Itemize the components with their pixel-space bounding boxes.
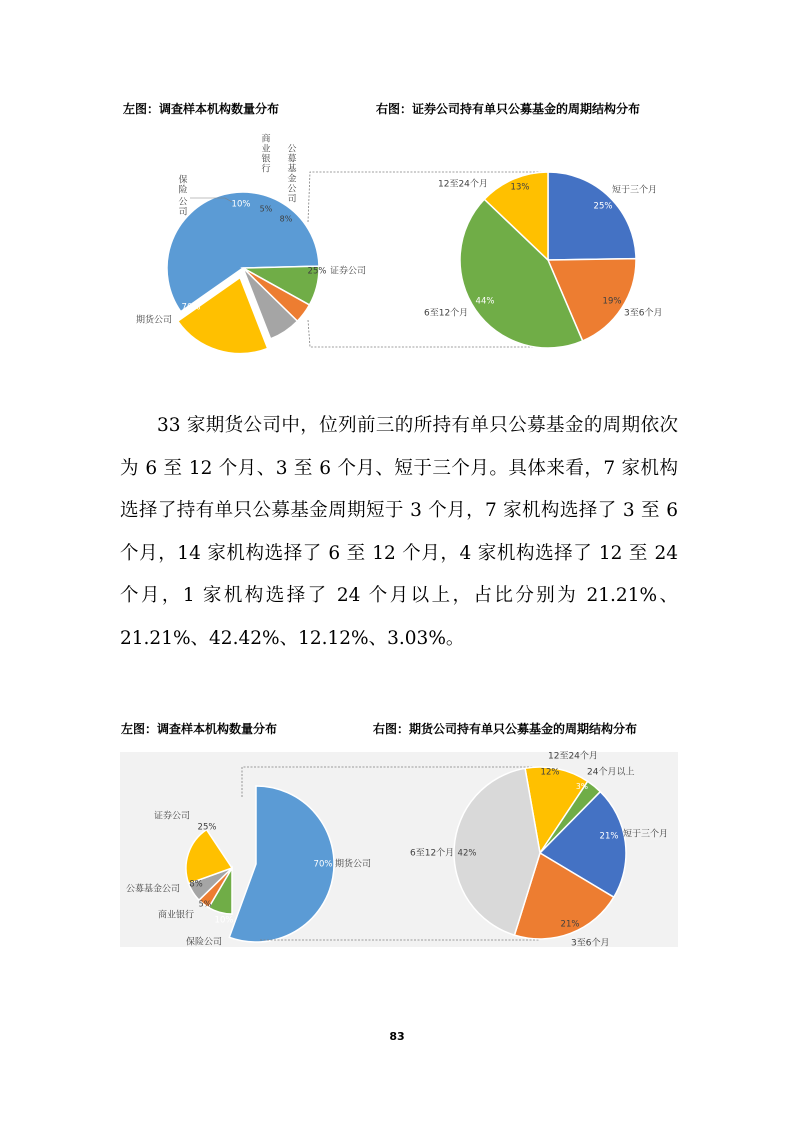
top-pie-charts [0, 125, 794, 365]
top-right-value-label: 19% [602, 296, 622, 307]
body-paragraph [120, 405, 678, 660]
bottom-right-category-label: 24个月以上 [587, 767, 635, 778]
top-left-value-label: 5% [259, 204, 273, 214]
bottom-right-category-label: 3至6个月 [571, 938, 610, 949]
page-number: 83 [389, 1030, 405, 1043]
svg-text:商: 商 [261, 134, 271, 145]
bottom-left-category-label: 商业银行 [158, 910, 195, 921]
bottom-left-category-label: 期货公司 [335, 859, 372, 870]
bottom-right-category-label: 12至24个月 [548, 751, 598, 762]
bottom-right-caption: 右图：期货公司持有单只公募基金的周期结构分布 [373, 722, 638, 736]
svg-text:银: 银 [261, 154, 271, 165]
bottom-left-value-label: 70% [313, 859, 333, 870]
top-left-category-label: 证券公司 [330, 266, 367, 277]
svg-text:业: 业 [261, 144, 271, 155]
svg-text:司: 司 [287, 194, 297, 205]
bottom-right-category-label: 短于三个月 [623, 829, 669, 840]
top-right-caption: 右图：证券公司持有单只公募基金的周期结构分布 [376, 102, 641, 116]
top-right-value-label: 13% [510, 182, 530, 193]
bottom-right-value-label: 42% [457, 848, 477, 859]
bottom-left-value-label: 5% [198, 899, 212, 909]
top-right-category-label: 短于三个月 [612, 185, 658, 196]
paragraph-text: 33 家期货公司中，位列前三的所持有单只公募基金的周期依次为 6 至 12 个月、3 至 6 个月、短于三个月。具体来看，7 家机构选择了持有单只公募基金周期短于 3 个月，7 家机构选择了 3 至 6 个月，14 家机构选择了 6 至 12 个月，4 家机构选择了 12 至 24 个月，1 家机构选择了 24 个月以上，占比分别为 21.21%、21.21%、42.42%、12.12%、3.03%。 [120, 415, 678, 649]
top-left-value-label: 10% [231, 199, 251, 210]
bottom-left-value-label: 8% [189, 879, 203, 890]
top-left-value-label: 70% [181, 302, 201, 313]
top-left-value-label: 25% [307, 266, 327, 277]
bottom-left-category-label: 保险公司 [186, 937, 223, 948]
top-right-category-label: 12至24个月 [438, 179, 488, 190]
svg-text:险: 险 [178, 185, 188, 196]
bottom-left-value-label: 10% [214, 915, 234, 926]
svg-text:金: 金 [287, 174, 297, 185]
bottom-left-category-label: 公募基金公司 [126, 884, 181, 895]
svg-text:募: 募 [287, 154, 297, 165]
svg-text:基: 基 [287, 164, 297, 175]
top-left-value-label: 8% [279, 214, 293, 224]
bottom-right-value-label: 12% [540, 767, 560, 778]
top-right-category-label: 6至12个月 [424, 308, 469, 319]
svg-text:行: 行 [261, 164, 271, 175]
top-right-category-label: 3至6个月 [624, 308, 663, 319]
bottom-pie-charts [0, 745, 794, 960]
top-left-category-label: 期货公司 [136, 315, 173, 326]
top-right-value-label: 44% [475, 296, 495, 307]
bottom-right-value-label: 3% [576, 782, 588, 791]
bottom-left-value-label: 25% [197, 822, 217, 833]
bottom-left-caption: 左图：调查样本机构数量分布 [121, 722, 278, 736]
svg-text:公: 公 [178, 197, 188, 208]
bottom-right-value-label: 21% [560, 919, 580, 930]
svg-text:公: 公 [287, 184, 297, 195]
svg-text:司: 司 [178, 207, 188, 218]
top-left-caption: 左图：调查样本机构数量分布 [123, 102, 280, 116]
top-left-category-label [178, 175, 187, 196]
svg-text:公: 公 [287, 144, 297, 155]
bottom-right-category-label: 6至12个月 [410, 848, 455, 859]
bottom-left-category-label: 证券公司 [154, 811, 191, 822]
top-left-category-label [178, 197, 187, 218]
svg-text:保: 保 [178, 175, 188, 186]
top-left-category-label [261, 133, 270, 175]
bottom-right-value-label: 21% [599, 831, 619, 842]
top-left-category-label [287, 144, 296, 205]
top-right-value-label: 25% [593, 201, 613, 212]
